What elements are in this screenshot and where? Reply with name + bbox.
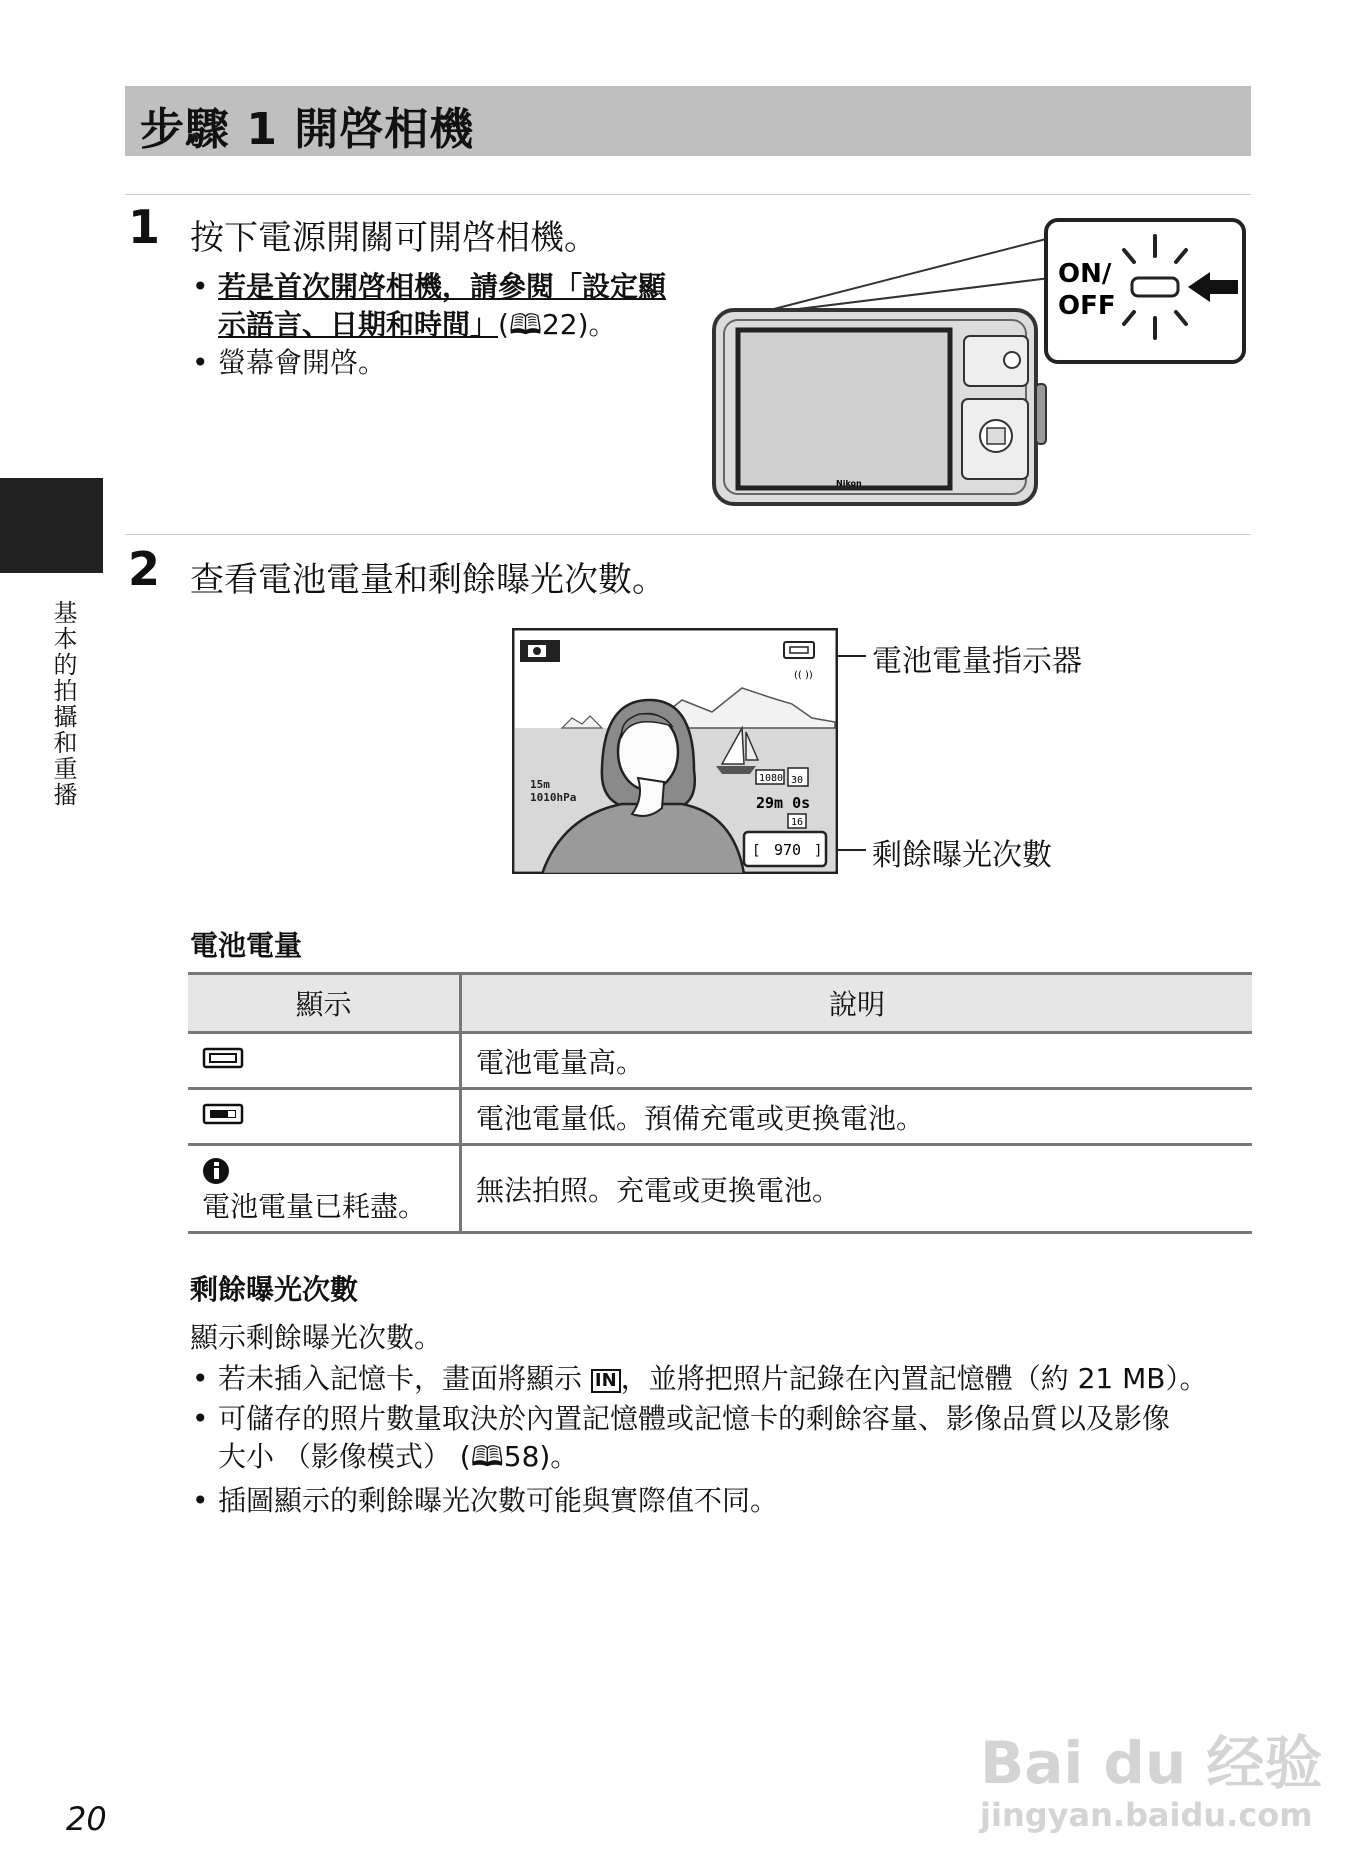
display-cell (188, 1033, 461, 1089)
battery-table (188, 972, 1252, 1234)
col-description: 說明 (461, 974, 1253, 1033)
step-1-number: 1 (128, 200, 161, 254)
battery-indicator-callout: 電池電量指示器 (872, 644, 1082, 679)
image-mode-icon (788, 814, 806, 828)
page-number: 20 (66, 1800, 107, 1838)
zoom-lines (770, 238, 1050, 310)
table-row (188, 1089, 1252, 1145)
table-row (188, 1145, 1252, 1233)
step-2-number: 2 (128, 542, 161, 596)
exhausted-label: 電池電量已耗盡。 (202, 1189, 427, 1223)
pressure-readout: 1010hPa (530, 791, 577, 804)
ref-page[interactable]: 58)。 (503, 1440, 579, 1473)
watermark-logo: Bai du 经验 (980, 1729, 1323, 1797)
battery-section-heading: 電池電量 (190, 929, 303, 962)
remaining-exposures-callout: 剩餘曝光次數 (872, 838, 1052, 873)
description-cell: 電池電量低。預備充電或更換電池。 (461, 1089, 1253, 1145)
battery-low-icon (202, 1102, 246, 1126)
remaining-bullet-3: • 插圖顯示的剩餘曝光次數可能與實際值不同。 (192, 1484, 779, 1517)
display-cell (188, 1089, 461, 1145)
callout-lines (838, 640, 868, 870)
ref-page: 22)。 (541, 308, 617, 341)
col-display: 顯示 (188, 974, 461, 1033)
step-1-bullet-2: • 螢幕會開啓。 (192, 346, 387, 379)
ref-open: ( (498, 308, 509, 341)
table-row (188, 1033, 1252, 1089)
table-header-row (188, 974, 1252, 1033)
step-1-bullet-2-text: 螢幕會開啓。 (218, 346, 387, 379)
remaining-section-heading: 剩餘曝光次數 (190, 1273, 359, 1306)
off-label: OFF (1058, 291, 1116, 321)
svg-text:16: 16 (791, 817, 804, 828)
camera-back-illustration (710, 214, 1250, 514)
shooting-mode-icon (520, 640, 560, 662)
divider (125, 194, 1251, 195)
bullet-1-text-b: ，並將把照片記錄在內置記憶體（約 21 MB）。 (620, 1362, 1208, 1395)
movie-mode-icon (756, 768, 808, 786)
brand-label: Nikon (836, 479, 862, 488)
vr-icon: (( )) (794, 670, 813, 681)
step-2-text: 查看電池電量和剩餘曝光次數。 (190, 560, 666, 600)
description-cell: 電池電量高。 (461, 1033, 1253, 1089)
on-label: ON/ (1058, 259, 1112, 289)
movie-time-readout: 29m 0s (756, 794, 811, 812)
step-1-bullet-1: • 若是首次開啓相機，請參閱「設定顯示語言、日期和時間」(🕮22)。 (192, 270, 667, 341)
svg-text:1080: 1080 (759, 773, 784, 784)
divider (125, 534, 1251, 535)
svg-text:[: [ (752, 843, 761, 859)
book-icon: 🕮 (508, 308, 542, 341)
remaining-count: 970 (774, 841, 802, 859)
remaining-bullet-1: • 若未插入記憶卡，畫面將顯示 IN ，並將把照片記錄在內置記憶體（約 21 MB）。 (192, 1362, 1208, 1395)
side-tab-block (0, 478, 103, 573)
watermark-url: jingyan.baidu.com (980, 1796, 1313, 1834)
camera-body (714, 310, 1046, 504)
monitor-illustration (512, 628, 838, 874)
info-icon (202, 1157, 230, 1185)
book-icon: 🕮 (470, 1440, 504, 1473)
step-1-text: 按下電源開關可開啓相機。 (190, 218, 598, 258)
power-switch-callout (1046, 220, 1244, 362)
battery-full-icon (202, 1046, 246, 1070)
step-1-bullet-1-link[interactable]: 若是首次開啓相機，請參閱「設定顯示語言、日期和時間」 (218, 270, 667, 341)
bullet-2-line-2: 大小 （影像模式） ( (218, 1440, 471, 1473)
description-cell: 無法拍照。充電或更換電池。 (461, 1145, 1253, 1233)
bullet-2-line-1: 可儲存的照片數量取決於內置記憶體或記憶卡的剩餘容量、影像品質以及影像 (218, 1402, 1171, 1435)
svg-text:]: ] (814, 843, 823, 859)
page-title: 步驟 1 開啓相機 (140, 104, 475, 155)
remaining-exposures-box (744, 832, 826, 866)
remaining-intro: 顯示剩餘曝光次數。 (190, 1321, 443, 1354)
battery-level-indicator-icon (784, 642, 814, 658)
bullet-1-text-a: 若未插入記憶卡，畫面將顯示 (218, 1362, 583, 1395)
internal-memory-icon: IN (591, 1369, 621, 1393)
svg-text:30: 30 (791, 775, 804, 786)
altitude-readout: 15m (530, 778, 550, 791)
side-tab-label: 基本的拍攝和重播 (49, 600, 77, 808)
remaining-bullet-2: • 可儲存的照片數量取決於內置記憶體或記憶卡的剩餘容量、影像品質以及影像 大小 （影像模式） (🕮58)。 (192, 1402, 1171, 1473)
bullet-3-text: 插圖顯示的剩餘曝光次數可能與實際值不同。 (218, 1484, 779, 1517)
display-cell (188, 1145, 461, 1233)
